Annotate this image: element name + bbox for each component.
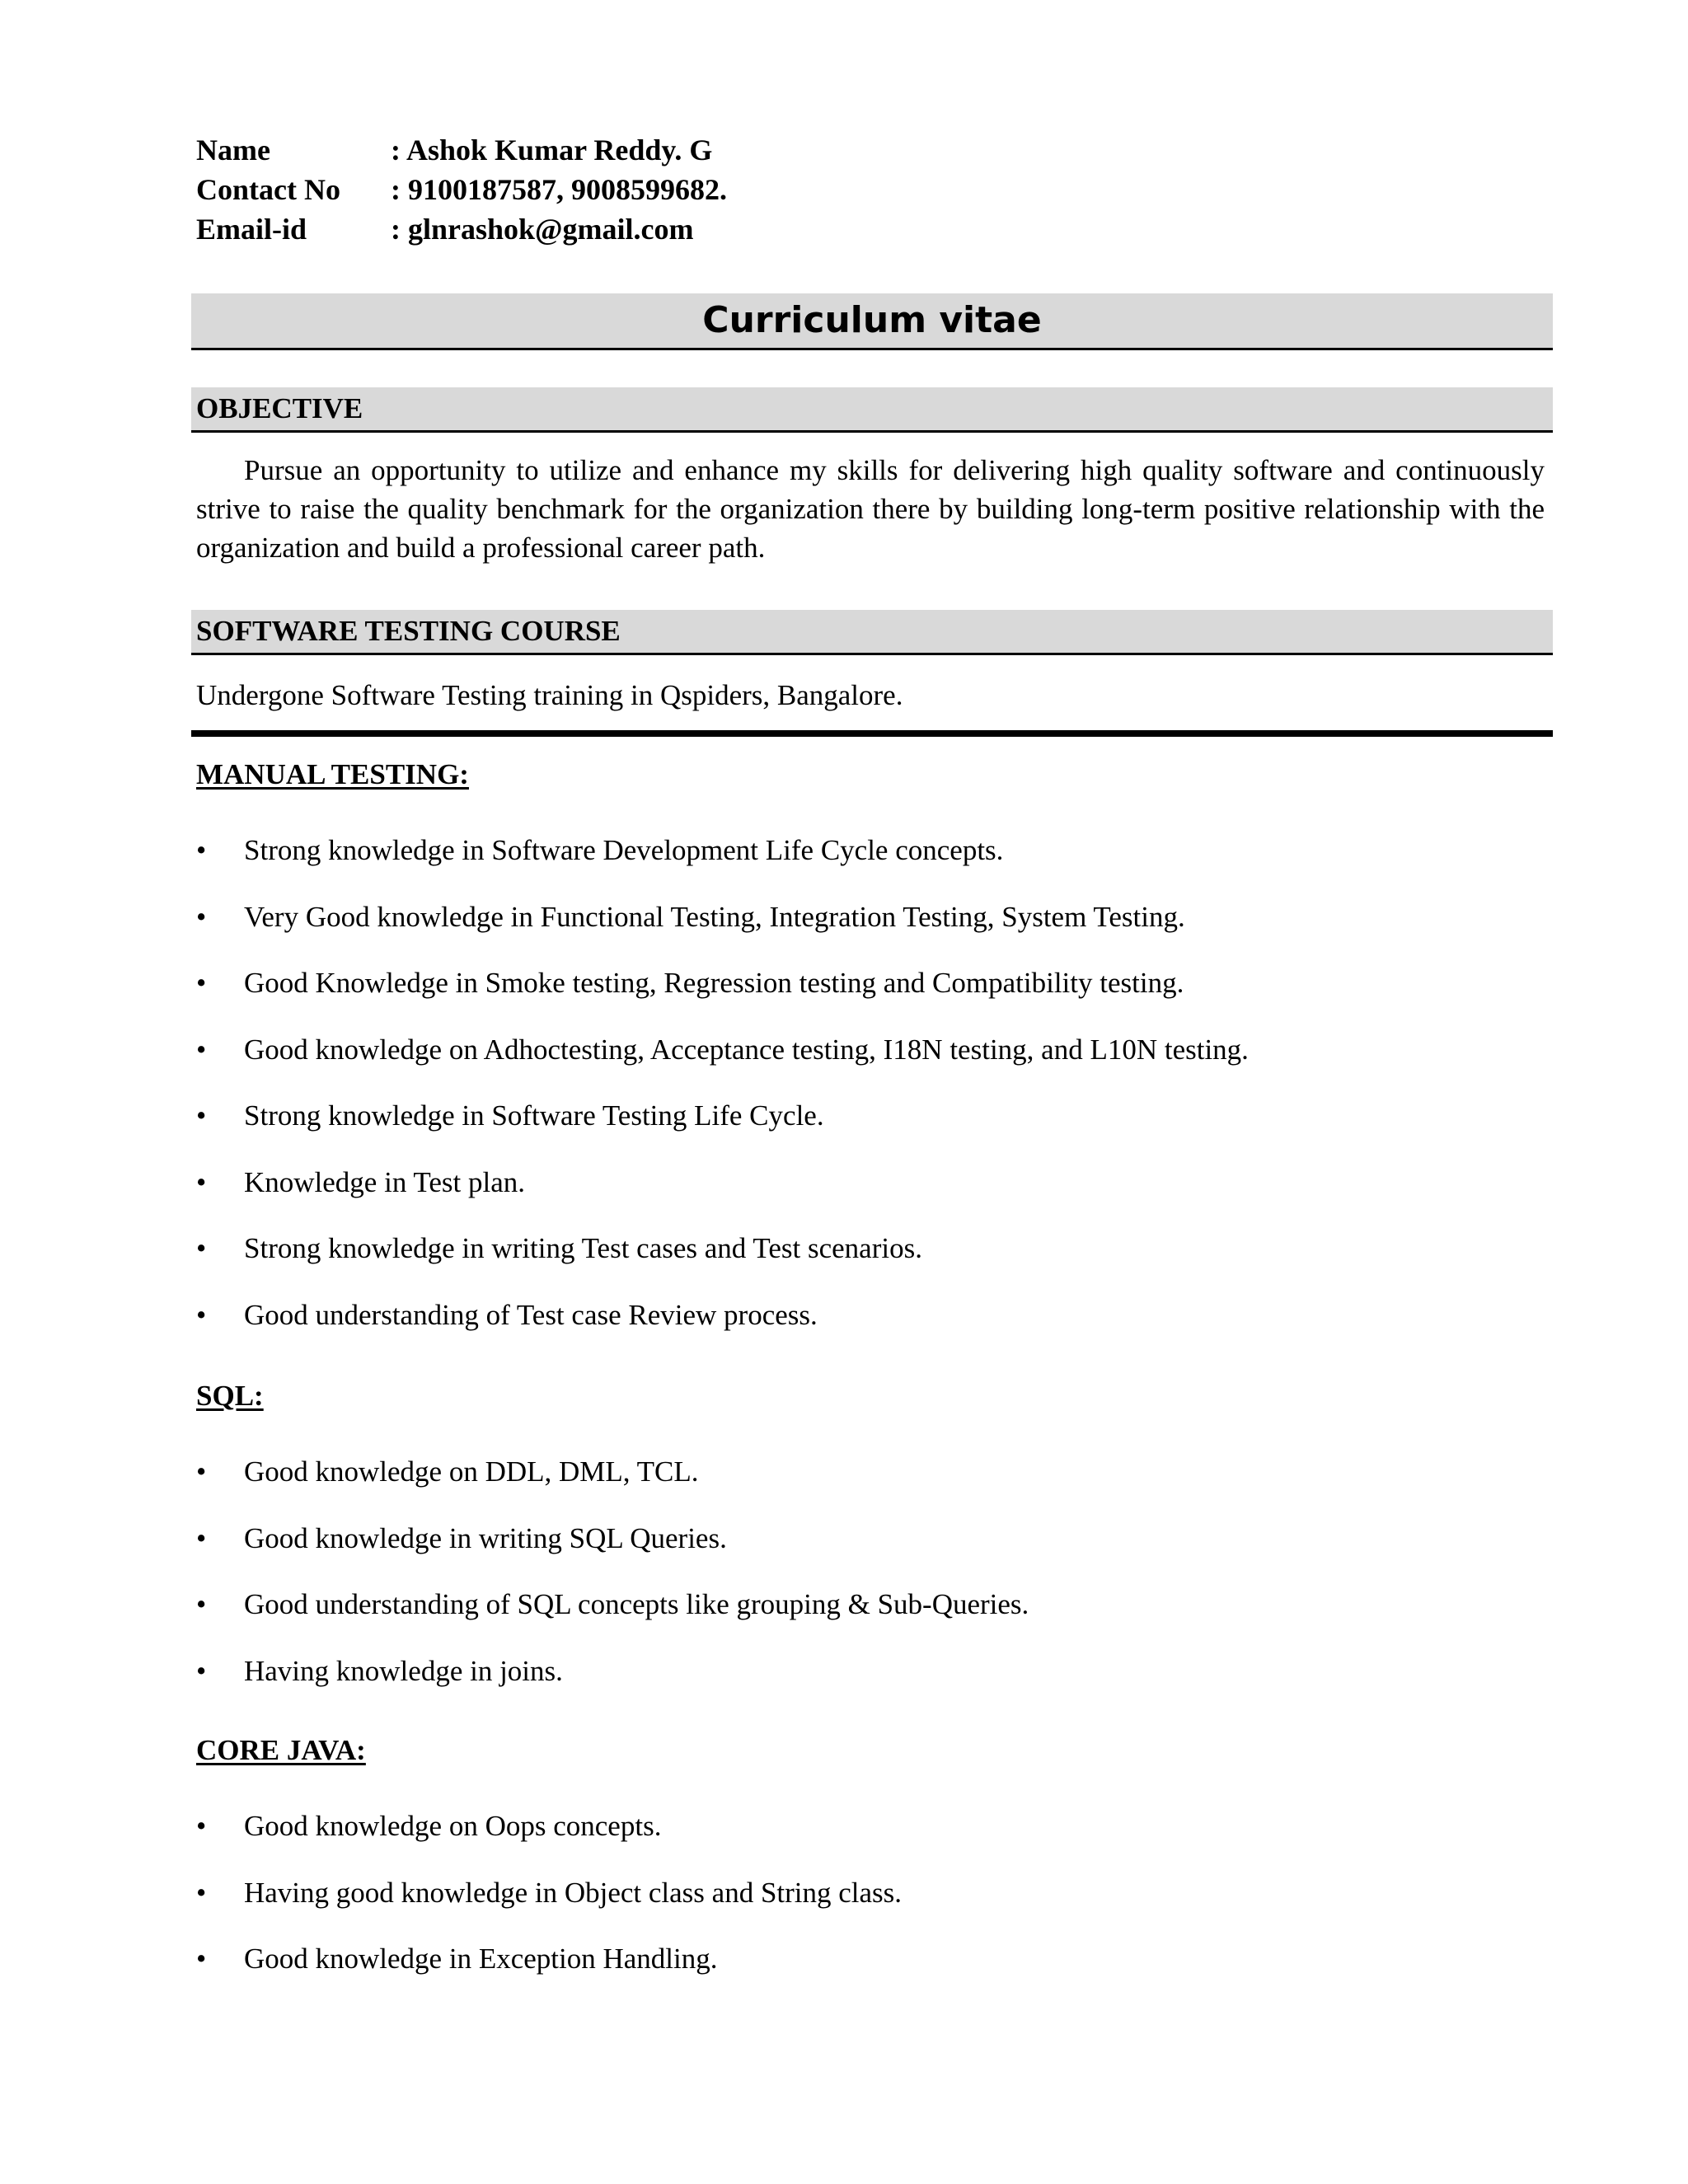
bullet-icon: • xyxy=(196,1876,207,1909)
name-value: : Ashok Kumar Reddy. G xyxy=(391,134,713,166)
bullet-icon: • xyxy=(196,1298,207,1331)
bullet-icon: • xyxy=(196,1588,207,1620)
email-value: : glnrashok@gmail.com xyxy=(391,213,694,246)
contact-label: Contact No xyxy=(196,173,340,206)
bullet-icon: • xyxy=(196,1654,207,1687)
bullet-icon: • xyxy=(196,1943,207,1975)
contact-value: : 9100187587, 9008599682. xyxy=(391,173,727,206)
list-item-text: Good Knowledge in Smoke testing, Regression testing and Compatibility testing. xyxy=(244,967,1184,999)
list-item-text: Good knowledge on DDL, DML, TCL. xyxy=(244,1455,699,1488)
core-java-heading: CORE JAVA: xyxy=(196,1734,366,1766)
list-item-text: Good knowledge in writing SQL Queries. xyxy=(244,1521,727,1554)
list-item-text: Good understanding of SQL concepts like grouping & Sub-Queries. xyxy=(244,1588,1029,1620)
section-divider xyxy=(191,730,1553,737)
bullet-icon: • xyxy=(196,1099,207,1132)
list-item-text: Good knowledge in Exception Handling. xyxy=(244,1943,718,1975)
manual-testing-heading: MANUAL TESTING: xyxy=(196,758,469,790)
bullet-icon: • xyxy=(196,1455,207,1488)
list-item-text: Knowledge in Test plan. xyxy=(244,1165,526,1198)
list-item-text: Having good knowledge in Object class and String class. xyxy=(244,1876,903,1909)
list-item-text: Very Good knowledge in Functional Testing, Integration Testing, System Testing. xyxy=(244,900,1185,933)
objective-text: Pursue an opportunity to utilize and enhance my skills for delivering high quality software and continuously strive to raise the quality benchmark for the organization there by building long-term positive relationship with the organization and build a professional career path. xyxy=(196,454,1545,564)
course-text: Undergone Software Testing training in Qspiders, Bangalore. xyxy=(196,679,903,711)
bullet-icon: • xyxy=(196,1165,207,1198)
bullet-icon: • xyxy=(196,967,207,999)
bullet-icon: • xyxy=(196,1033,207,1066)
list-item-text: Having knowledge in joins. xyxy=(244,1654,563,1687)
list-item-text: Strong knowledge in writing Test cases and Test scenarios. xyxy=(244,1232,922,1264)
course-section-bar xyxy=(191,610,1553,655)
document-title: Curriculum vitae xyxy=(702,299,1042,341)
list-item-text: Good understanding of Test case Review process. xyxy=(244,1298,818,1331)
objective-heading: OBJECTIVE xyxy=(196,392,363,424)
bullet-icon: • xyxy=(196,1232,207,1264)
list-item-text: Good knowledge on Oops concepts. xyxy=(244,1810,662,1842)
bullet-icon: • xyxy=(196,900,207,933)
list-item-text: Strong knowledge in Software Testing Life Cycle. xyxy=(244,1099,824,1132)
title-bar xyxy=(191,293,1553,350)
list-item-text: Strong knowledge in Software Development Life Cycle concepts. xyxy=(244,834,1004,866)
objective-section-bar xyxy=(191,387,1553,433)
course-heading: SOFTWARE TESTING COURSE xyxy=(196,615,621,647)
name-label: Name xyxy=(196,134,270,166)
email-label: Email-id xyxy=(196,213,307,246)
bullet-icon: • xyxy=(196,1810,207,1842)
bullet-icon: • xyxy=(196,1521,207,1554)
sql-heading: SQL: xyxy=(196,1380,264,1412)
bullet-icon: • xyxy=(196,834,207,866)
list-item-text: Good knowledge on Adhoctesting, Acceptance testing, I18N testing, and L10N testing. xyxy=(244,1033,1249,1066)
